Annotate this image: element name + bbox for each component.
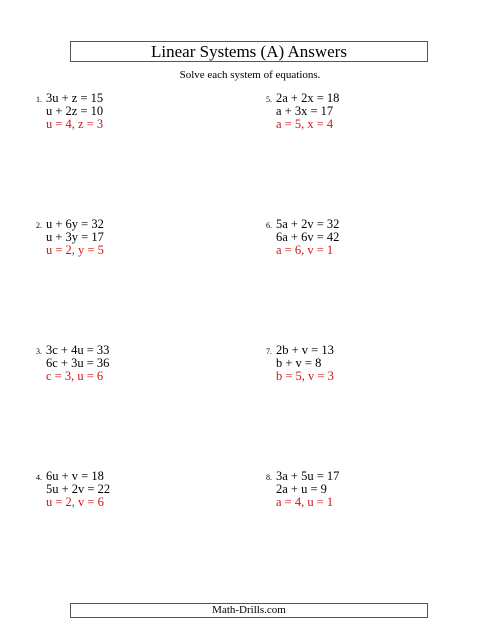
equation-2: b + v = 8 xyxy=(276,356,322,370)
equation-2: u + 2z = 10 xyxy=(46,104,104,118)
answer: c = 3, u = 6 xyxy=(46,369,104,383)
equation-1: 3u + z = 15 xyxy=(46,91,104,105)
equation-1: 6u + v = 18 xyxy=(46,469,104,483)
problem-3 xyxy=(28,344,218,404)
problem-2 xyxy=(28,218,218,278)
answer: a = 6, v = 1 xyxy=(276,243,334,257)
problem-5 xyxy=(258,92,448,152)
answer: b = 5, v = 3 xyxy=(276,369,334,383)
equation-1: 2b + v = 13 xyxy=(276,343,334,357)
problem-number: 7. xyxy=(266,347,272,356)
instructions-text: Solve each system of equations. xyxy=(179,69,321,81)
problem-4 xyxy=(28,470,218,530)
problem-number: 1. xyxy=(36,95,42,104)
answer: u = 2, y = 5 xyxy=(46,243,104,257)
problem-number: 6. xyxy=(266,221,272,230)
equation-2: u + 3y = 17 xyxy=(46,230,104,244)
problem-number: 4. xyxy=(36,473,42,482)
equation-2: 6c + 3u = 36 xyxy=(46,356,110,370)
answer: a = 5, x = 4 xyxy=(276,117,334,131)
equation-1: u + 6y = 32 xyxy=(46,217,104,231)
equation-1: 2a + 2x = 18 xyxy=(276,91,340,105)
problem-6 xyxy=(258,218,448,278)
equation-2: 5u + 2v = 22 xyxy=(46,482,111,496)
footer-site-name: Math-Drills.com xyxy=(70,603,428,618)
problem-number: 5. xyxy=(266,95,272,104)
problem-number: 3. xyxy=(36,347,42,356)
answer: u = 2, v = 6 xyxy=(46,495,104,509)
equation-1: 3c + 4u = 33 xyxy=(46,343,110,357)
problem-1 xyxy=(28,92,218,152)
problem-8 xyxy=(258,470,448,530)
problem-7 xyxy=(258,344,448,404)
page-title: Linear Systems (A) Answers xyxy=(70,41,428,62)
problem-number: 8. xyxy=(266,473,272,482)
problem-number: 2. xyxy=(36,221,42,230)
equation-2: 6a + 6v = 42 xyxy=(276,230,340,244)
equation-1: 5a + 2v = 32 xyxy=(276,217,340,231)
equation-1: 3a + 5u = 17 xyxy=(276,469,340,483)
equation-2: 2a + u = 9 xyxy=(276,482,327,496)
equation-2: a + 3x = 17 xyxy=(276,104,334,118)
answer: a = 4, u = 1 xyxy=(276,495,334,509)
answer: u = 4, z = 3 xyxy=(46,117,104,131)
